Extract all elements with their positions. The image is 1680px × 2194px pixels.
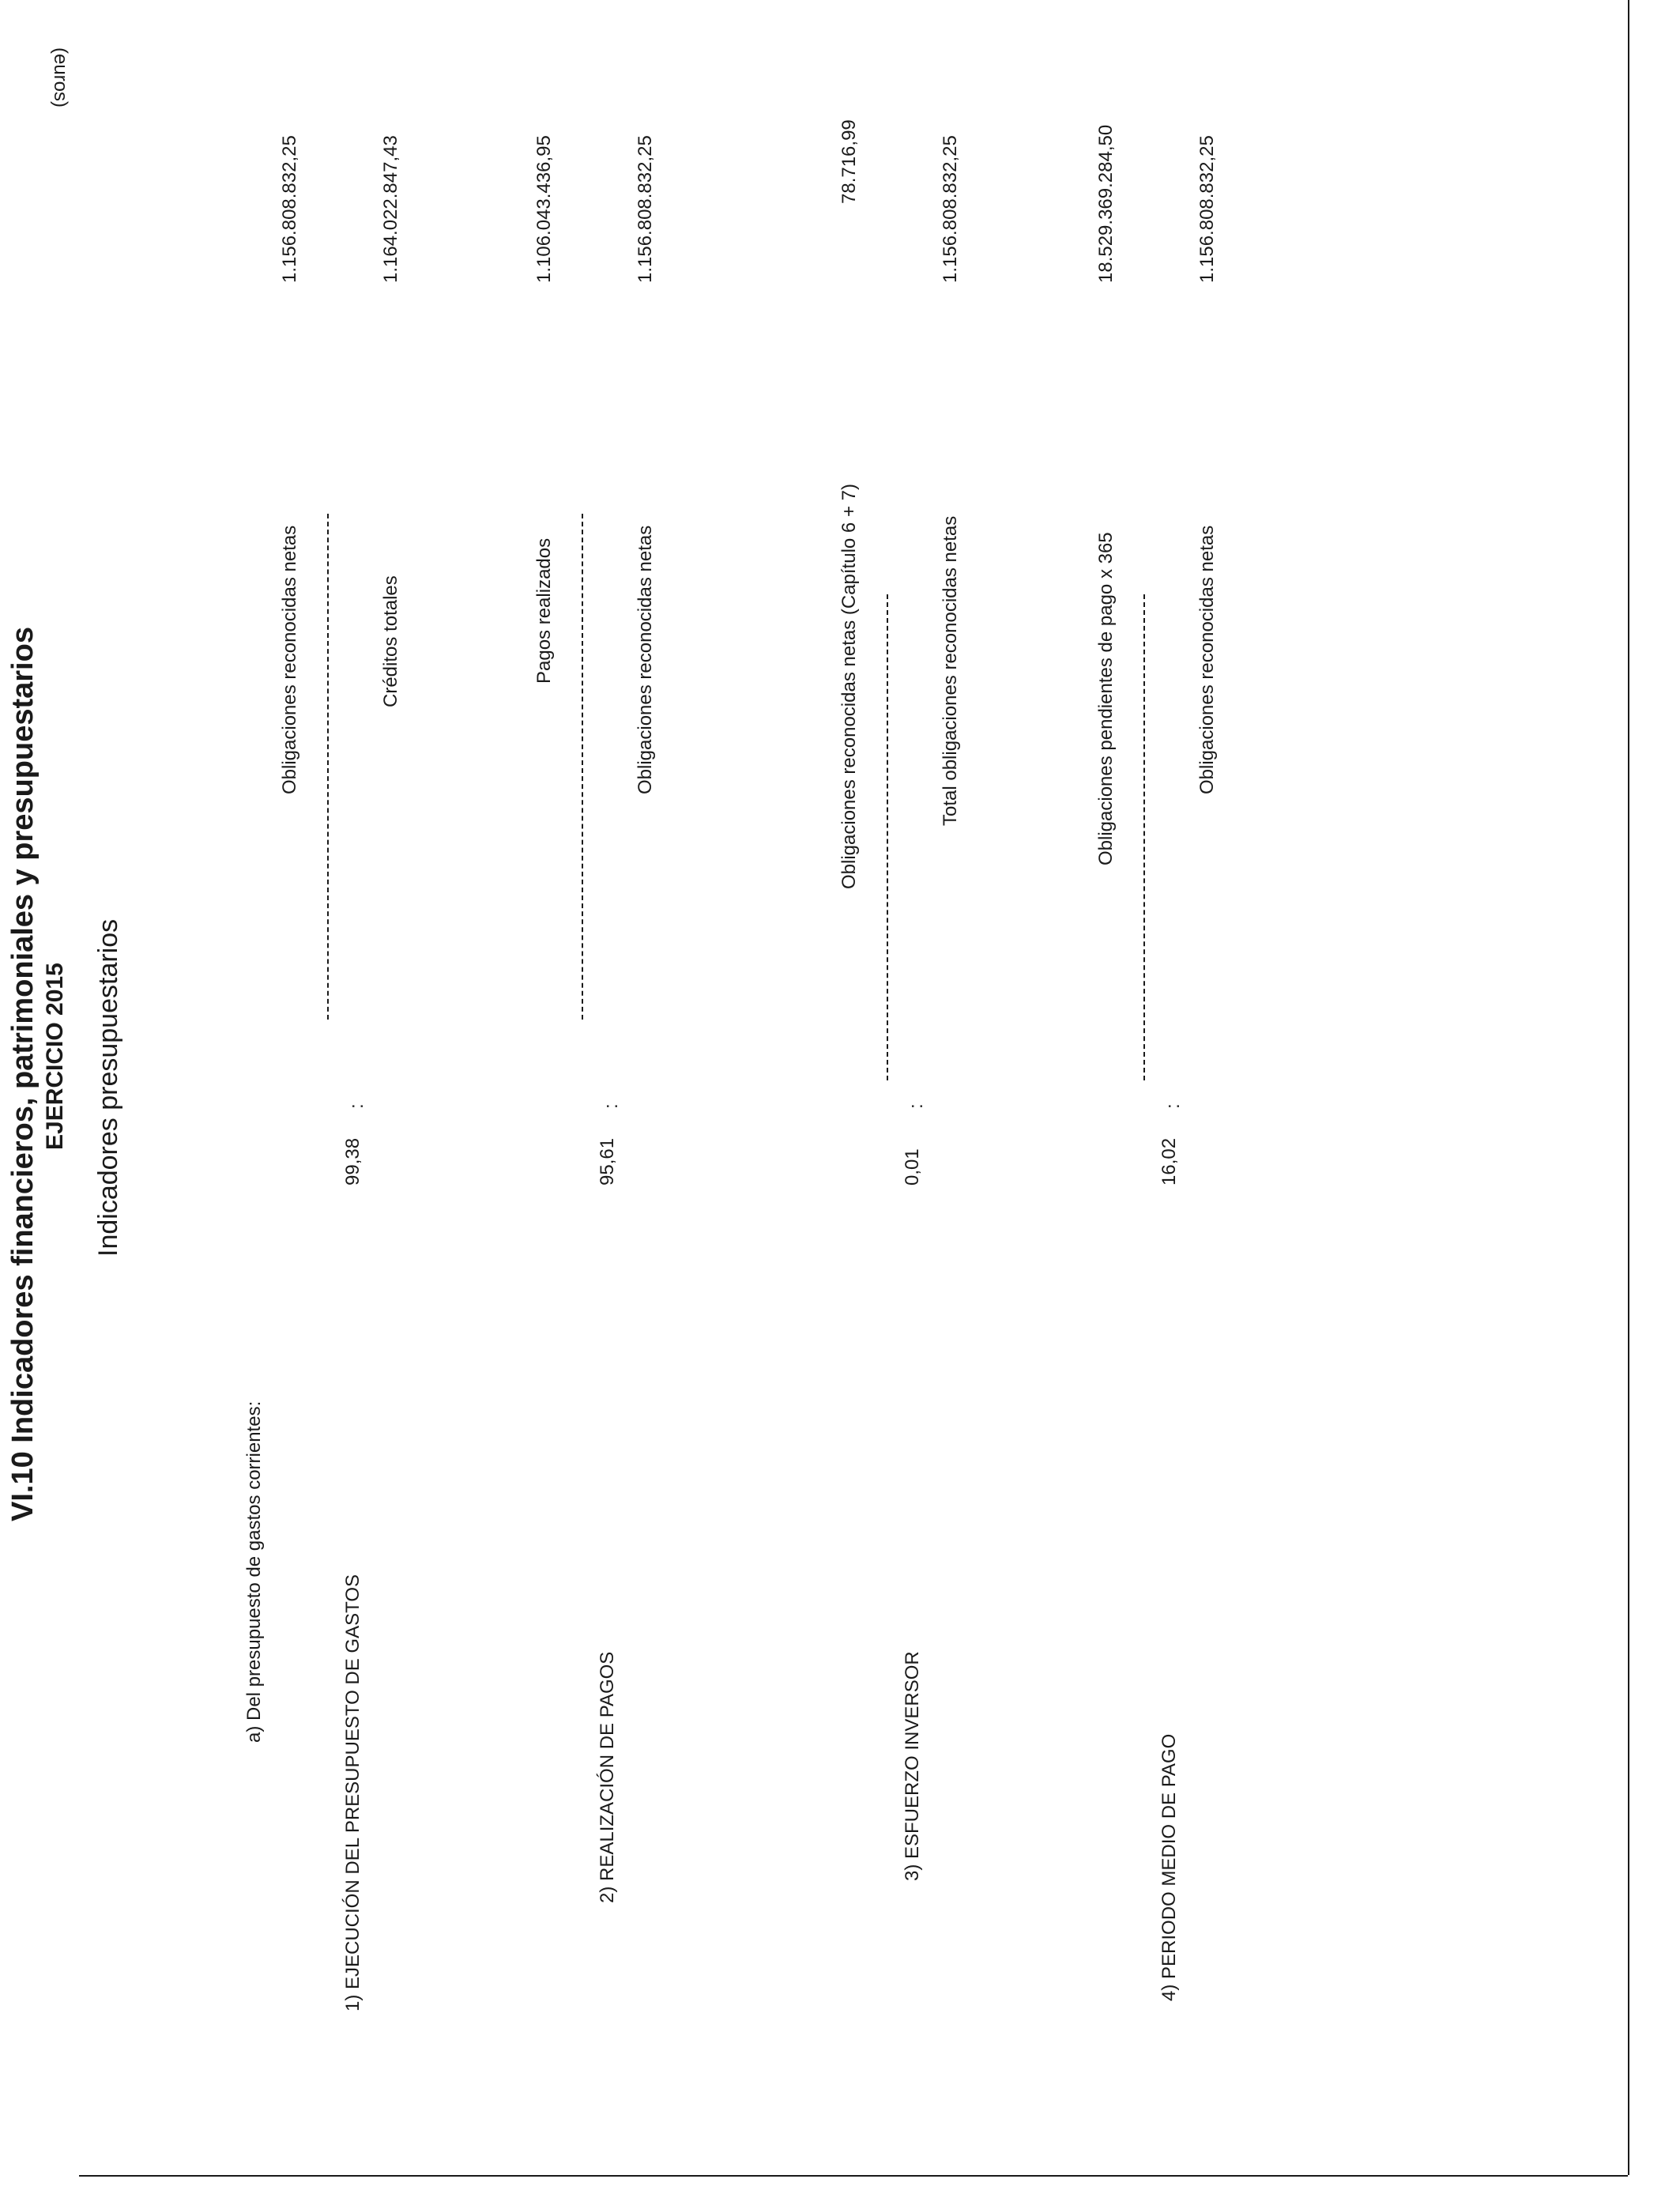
denominator-label: Obligaciones reconocidas netas (1196, 525, 1218, 794)
indicator-separator: : (601, 1103, 622, 1109)
indicator-separator: : (1162, 1103, 1184, 1109)
fraction-line (1143, 594, 1145, 1080)
denominator-label: Total obligaciones reconocidas netas (940, 515, 961, 826)
numerator-label: Obligaciones reconocidas netas (279, 525, 300, 794)
fraction-line (582, 514, 583, 1020)
numerator-value: 1.106.043.436,95 (533, 135, 555, 283)
indicator-separator: : (906, 1103, 927, 1109)
document-title: VI.10 Indicadores financieros, patrimoniales y presupuestarios (6, 627, 40, 1521)
units-label: (euros) (50, 47, 71, 108)
indicator-name: 2) REALIZACIÓN DE PAGOS (597, 1651, 618, 1903)
numerator-value: 18.529.369.284,50 (1095, 124, 1117, 283)
denominator-label: Obligaciones reconocidas netas (635, 525, 656, 794)
denominator-value: 1.156.808.832,25 (1196, 135, 1218, 283)
top-rule (79, 2175, 1628, 2177)
indicator-name: 3) ESFUERZO INVERSOR (902, 1651, 923, 1881)
numerator-label: Obligaciones pendientes de pago x 365 (1095, 532, 1117, 865)
numerator-label: Obligaciones reconocidas netas (Capítulo 6 + 7) (838, 484, 860, 889)
numerator-value: 1.156.808.832,25 (279, 135, 300, 283)
fraction-line (887, 594, 888, 1080)
denominator-value: 1.156.808.832,25 (635, 135, 656, 283)
denominator-label: Créditos totales (380, 575, 401, 707)
indicator-separator: : (346, 1103, 367, 1109)
numerator-value: 78.716,99 (838, 119, 860, 204)
denominator-value: 1.156.808.832,25 (940, 135, 961, 283)
indicator-name: 1) EJECUCIÓN DEL PRESUPUESTO DE GASTOS (342, 1574, 363, 2011)
indicator-value: 0,01 (902, 1148, 923, 1186)
subsection-label: a) Del presupuesto de gastos corrientes: (243, 1400, 265, 1743)
indicator-value: 95,61 (597, 1137, 618, 1186)
indicator-name: 4) PERIODO MEDIO DE PAGO (1158, 1733, 1180, 2001)
section-title: Indicadores presupuestarios (93, 918, 123, 1257)
numerator-label: Pagos realizados (533, 537, 555, 684)
denominator-value: 1.164.022.847,43 (380, 135, 401, 283)
fraction-line (327, 514, 329, 1020)
indicator-value: 16,02 (1158, 1137, 1180, 1186)
right-rule (1628, 0, 1629, 2175)
indicator-value: 99,38 (342, 1137, 363, 1186)
fiscal-year: EJERCICIO 2015 (42, 963, 68, 1150)
